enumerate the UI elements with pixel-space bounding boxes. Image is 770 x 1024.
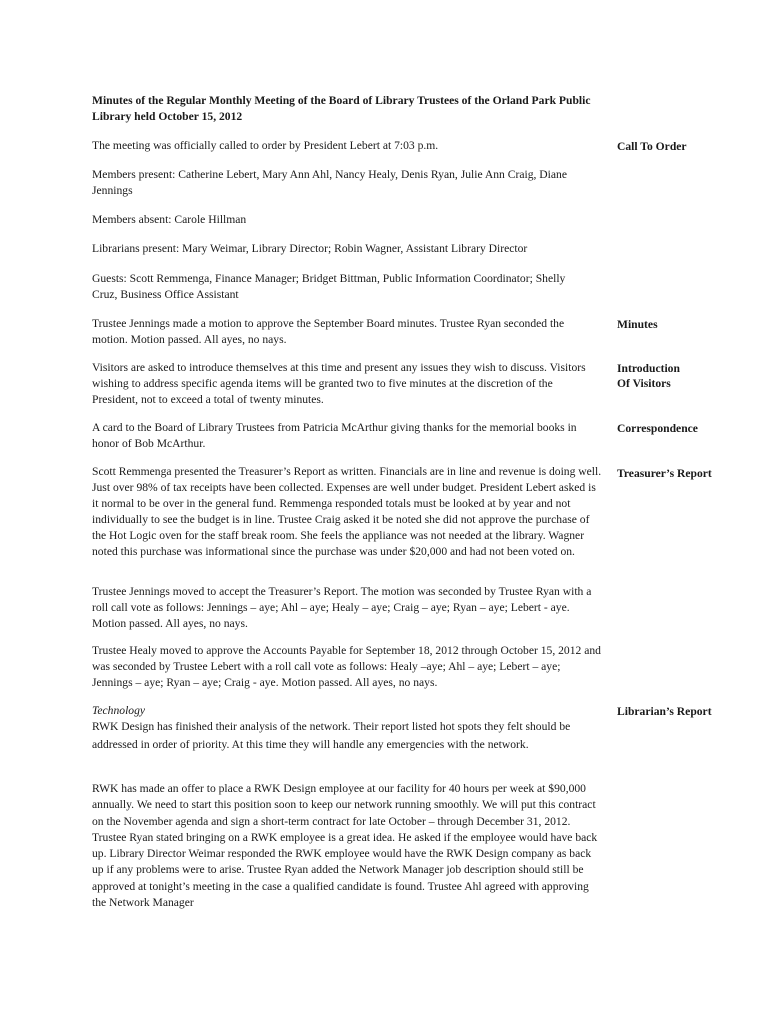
document-title: Minutes of the Regular Monthly Meeting of the Board of Library Trustees of the Orland Park Public Library held October 15, 2012 bbox=[92, 94, 591, 123]
section-label: Treasurer’s Report bbox=[617, 467, 712, 480]
treasurer-motion-paragraph: Trustee Jennings moved to accept the Treasurer’s Report. The motion was seconded by Trustee Ryan with a roll call vote as follows: Jennings – aye; Ahl – aye; Healy – aye; Craig – aye; Ryan – aye; Lebert - aye. Motion passed. All ayes, no nays. bbox=[92, 585, 592, 630]
section-label: Call To Order bbox=[617, 140, 687, 153]
section-minutes bbox=[617, 317, 747, 332]
rwk-offer-paragraph: RWK has made an offer to place a RWK Design employee at our facility for 40 hours per week at $90,000 annually. We need to start this position soon to keep our network running smoothly. We will put this contract on the November agenda and sign a short-term contract for late October – through December 31, 2012. Trustee Ryan stated bringing on a RWK employee is a great idea. He asked if the employee would have back up. Library Director Weimar responded the RWK employee would have the RWK Design company as back up if any problems were to arise. Trustee Ryan added the Network Manager job description should still be approved at tonight’s meeting in the case a qualified candidate is found. Trustee Ahl agreed with approving the Network Manager bbox=[92, 782, 598, 910]
correspondence-paragraph: A card to the Board of Library Trustees from Patricia McArthur giving thanks for the memorial books in honor of Bob McArthur. bbox=[92, 421, 577, 450]
treasurers-report-paragraph: Scott Remmenga presented the Treasurer’s Report as written. Financials are in line and revenue is doing well. Just over 98% of tax receipts have been collected. Expenses are well under budget. President Lebert asked is it normal to be over in the general fund. Remmenga responded totals must be looked at by year and not individually to see the budget is in line. Trustee Craig asked it be noted she did not approve the purchase of the Hot Logic oven for the staff break room. She feels the appliance was not needed at the library. Wagner noted this purchase was informational since the purchase was under $20,000 and had not been voted on. bbox=[92, 465, 602, 558]
section-label-line2: Of Visitors bbox=[617, 377, 671, 390]
accounts-payable-paragraph: Trustee Healy moved to approve the Accounts Payable for September 18, 2012 through October 15, 2012 and was seconded by Trustee Lebert with a roll call vote as follows: Healy –aye; Ahl – aye; Lebert – aye; Jennings – aye; Ryan – aye; Craig - aye. Motion passed. All ayes, no nays. bbox=[92, 644, 601, 689]
minutes-paragraph: Trustee Jennings made a motion to approve the September Board minutes. Trustee Ryan seconded the motion. Motion passed. All ayes, no nays. bbox=[92, 317, 565, 346]
visitors-paragraph: Visitors are asked to introduce themselves at this time and present any issues they wish to discuss. Visitors wishing to address specific agenda items will be granted two to five minutes at the discretion of the President, not to exceed a total of twenty minutes. bbox=[92, 361, 586, 406]
section-treasurers-report bbox=[617, 466, 747, 481]
technology-paragraph: RWK Design has finished their analysis of the network. Their report listed hot spots they felt should be addressed in order of priority. At this time they will handle any emergencies with the network. bbox=[92, 720, 571, 751]
section-librarians-report bbox=[617, 704, 747, 719]
technology-heading: Technology bbox=[92, 704, 146, 717]
members-present-paragraph: Members present: Catherine Lebert, Mary Ann Ahl, Nancy Healy, Denis Ryan, Julie Ann Craig, Diane Jennings bbox=[92, 168, 567, 197]
librarians-present-paragraph: Librarians present: Mary Weimar, Library Director; Robin Wagner, Assistant Library Director bbox=[92, 242, 528, 255]
section-label: Correspondence bbox=[617, 422, 698, 435]
section-call-to-order bbox=[617, 139, 747, 154]
section-introduction-of-visitors bbox=[617, 361, 747, 391]
section-correspondence bbox=[617, 421, 747, 436]
section-label: Librarian’s Report bbox=[617, 705, 712, 718]
call-to-order-paragraph: The meeting was officially called to order by President Lebert at 7:03 p.m. bbox=[92, 139, 439, 152]
section-label: Minutes bbox=[617, 318, 658, 331]
section-label-line1: Introduction bbox=[617, 362, 680, 375]
guests-paragraph: Guests: Scott Remmenga, Finance Manager; Bridget Bittman, Public Information Coordinator; Shelly Cruz, Business Office Assistant bbox=[92, 272, 566, 301]
members-absent-paragraph: Members absent: Carole Hillman bbox=[92, 213, 247, 226]
